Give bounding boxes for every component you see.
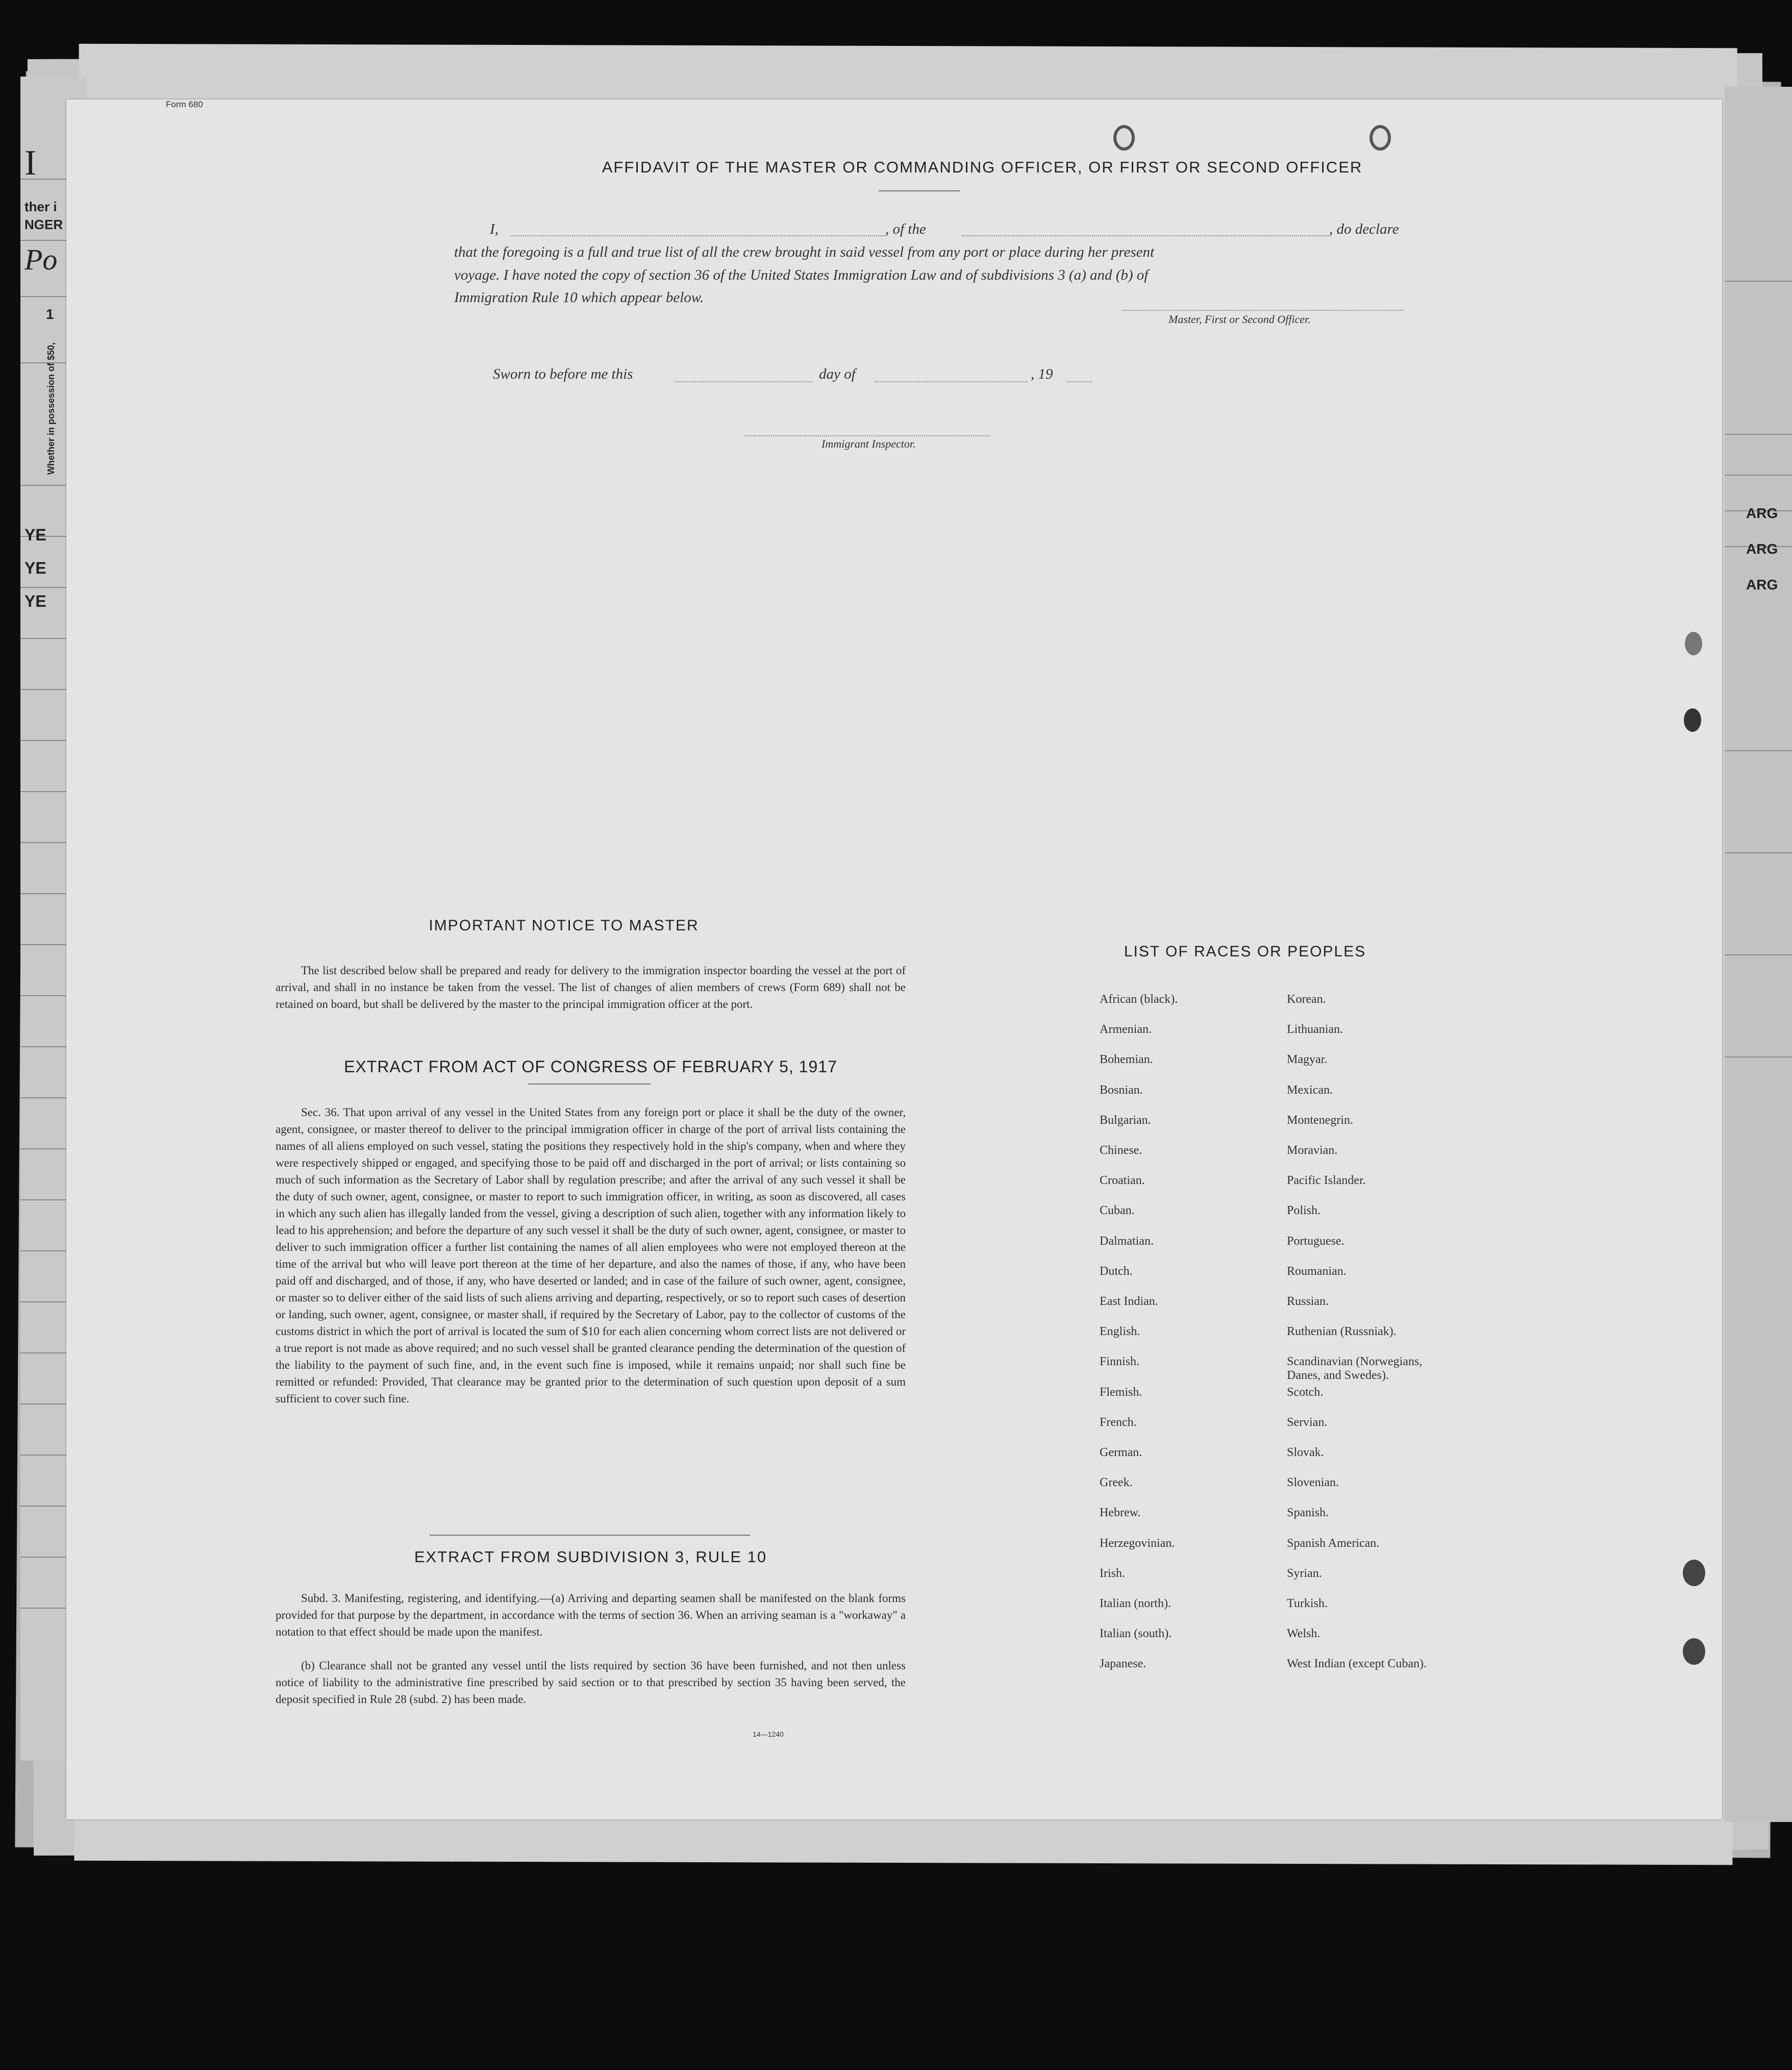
- race-item: Welsh.: [1287, 1627, 1321, 1641]
- of-the-label: , of the: [885, 221, 926, 237]
- fragment-text: YE: [24, 592, 46, 610]
- race-item: Lithuanian.: [1287, 1023, 1343, 1037]
- race-item: Herzegovinian.: [1100, 1536, 1175, 1550]
- binder-hole: [1685, 632, 1702, 655]
- notice-heading: IMPORTANT NOTICE TO MASTER: [429, 917, 699, 934]
- race-item: German.: [1100, 1446, 1142, 1459]
- race-item: Scotch.: [1287, 1385, 1324, 1399]
- race-item: Slovenian.: [1287, 1476, 1339, 1490]
- binder-hole: [1684, 708, 1701, 732]
- inspector-signature-line: [745, 435, 990, 436]
- race-item: Cuban.: [1100, 1204, 1135, 1218]
- form-number: Form 680: [166, 100, 203, 109]
- print-code: 14—1240: [753, 1730, 784, 1738]
- race-item: Turkish.: [1287, 1597, 1328, 1610]
- race-item: Servian.: [1287, 1415, 1328, 1429]
- day-of-label: day of: [819, 366, 856, 382]
- race-item: Ruthenian (Russniak).: [1287, 1325, 1397, 1339]
- race-item: Flemish.: [1100, 1385, 1142, 1399]
- fragment-text: I: [24, 143, 37, 183]
- rule-extract-para-b: (b) Clearance shall not be granted any vessel until the lists required by section 36 have been furnished, and not then unless notice of liability to the administrative fine prescribed by said section or to that prescribed by section 35 having been served, the deposit specified in Rule 28 (subd. 2) has been made.: [276, 1659, 906, 1706]
- affidavit-line-2: voyage. I have noted the copy of section 36 of the United States Immigration Law and of subdivisions 3 (a) and (b) of: [454, 267, 1149, 283]
- master-name-line: [510, 235, 885, 236]
- race-item: Korean.: [1287, 993, 1326, 1006]
- fragment-text: NGER: [24, 217, 63, 232]
- day-line: [675, 381, 812, 382]
- binder-hole: [1683, 1638, 1705, 1665]
- race-item: Russian.: [1287, 1295, 1329, 1308]
- act-extract-text: Sec. 36. That upon arrival of any vessel in the United States from any foreign port or place it shall be the duty of the owner, agent, consignee, or master thereof to deliver to the principal immigration officer in charge of the port of arrival lists containing the names of all aliens employed on such vessel, stating the positions they respectively hold in the ship's company, when and where they were respectively shipped or engaged, and specifying those to be paid off and discharged in the port of arrival; or lists containing so much of such information as the Secretary of Labor shall by regulation prescribe; and after the arrival of any such vessel it shall be the duty of such owner, agent, consignee, or master to report to such immigration officer, in writing, as soon as discovered, all cases in which any such alien has illegally landed from the vessel, giving a description of such alien, together with any information likely to lead to his apprehension; and before the departure of any such vessel it shall be the duty of such owner, agent, consignee, or master to deliver to such immigration officer a further list containing the names of all alien employees who were not employed thereon at the time of the arrival but who will leave port thereon at the time of her departure, and also the names of those, if any, who have been paid off and discharged, and of those, if any, who have deserted or landed; and in case of the failure of such owner, agent, consignee, or master so to deliver either of the said lists of such aliens arriving and departing, respectively, or so to report such cases of desertion or landing, such owner, agent, consignee, or master shall, if required by the Secretary of Labor, pay to the collector of customs of the customs district in which the port of arrival is located the sum of $10 for each alien concerning whom correct lists are not delivered or a true report is not made as above required; and no such vessel shall be granted clearance pending the determination of the question of the liability to the payment of such fine, and, in the event such fine is imposed, while it remains unpaid; nor shall such fine be remitted or refunded: Provided, That clearance may be granted prior to the determination of such question upon deposit of a sum sufficient to cover such fine.: [276, 1106, 906, 1405]
- affidavit-heading: AFFIDAVIT OF THE MASTER OR COMMANDING OFFICER, OR FIRST OR SECOND OFFICER: [602, 158, 1363, 176]
- race-item: French.: [1100, 1415, 1137, 1429]
- race-item: Slovak.: [1287, 1446, 1324, 1459]
- race-item: Italian (south).: [1100, 1627, 1172, 1641]
- fragment-text: ARG: [1746, 505, 1778, 521]
- do-declare-label: , do declare: [1329, 221, 1399, 237]
- race-item: Scandinavian (Norwegians, Danes, and Swedes).: [1287, 1355, 1423, 1383]
- race-item: Bohemian.: [1100, 1053, 1153, 1067]
- race-item: Spanish American.: [1287, 1536, 1380, 1550]
- inspector-caption: Immigrant Inspector.: [822, 437, 916, 450]
- race-item: Finnish.: [1100, 1355, 1140, 1369]
- race-item: Irish.: [1100, 1566, 1125, 1580]
- race-item: Spanish.: [1287, 1506, 1329, 1520]
- affidavit-i-label: I,: [490, 221, 499, 237]
- race-item: Montenegrin.: [1287, 1113, 1353, 1127]
- race-item: Chinese.: [1100, 1144, 1142, 1157]
- race-item: Mexican.: [1287, 1083, 1333, 1097]
- binder-hole: [1683, 1560, 1705, 1586]
- fragment-text: ther i: [24, 199, 57, 214]
- rule-extract-heading: EXTRACT FROM SUBDIVISION 3, RULE 10: [414, 1548, 767, 1566]
- races-heading: LIST OF RACES OR PEOPLES: [1124, 943, 1366, 960]
- fragment-text: ARG: [1746, 577, 1778, 593]
- race-item: Hebrew.: [1100, 1506, 1141, 1520]
- race-item: Dutch.: [1100, 1264, 1133, 1278]
- binder-hole: [1113, 125, 1135, 151]
- vessel-name-line: [962, 235, 1329, 236]
- race-item: Pacific Islander.: [1287, 1174, 1366, 1188]
- fragment-text: YE: [24, 559, 46, 577]
- race-item: Bulgarian.: [1100, 1113, 1151, 1127]
- race-item: Dalmatian.: [1100, 1234, 1154, 1248]
- affidavit-line-3: Immigration Rule 10 which appear below.: [454, 289, 704, 306]
- year-label: , 19: [1031, 366, 1053, 382]
- race-item: Roumanian.: [1287, 1264, 1347, 1278]
- affidavit-line-1: that the foregoing is a full and true list of all the crew brought in said vessel from any port or place during her present: [454, 244, 1155, 260]
- fragment-text: Po: [24, 243, 58, 276]
- race-item: Magyar.: [1287, 1053, 1328, 1067]
- race-item: Japanese.: [1100, 1657, 1147, 1671]
- race-item: Croatian.: [1100, 1174, 1145, 1188]
- fragment-text: 1: [46, 306, 54, 322]
- manifest-page: [66, 100, 1722, 1819]
- rule-extract-para-a: Subd. 3. Manifesting, registering, and identifying.—(a) Arriving and departing seamen shall be manifested on the blank forms provided for that purpose by the department, in accordance with the terms of section 36. When an arriving seaman is a "workaway" a notation to that effect should be made upon the manifest.: [276, 1592, 906, 1638]
- fragment-text: Whether in possession of $50,: [46, 342, 56, 475]
- signature-caption: Master, First or Second Officer.: [1168, 313, 1311, 326]
- race-item: Bosnian.: [1100, 1083, 1143, 1097]
- signature-line: [1123, 310, 1403, 311]
- notice-text: The list described below shall be prepared and ready for delivery to the immigration inspector boarding the vessel at the port of arrival, and shall in no instance be taken from the vessel. The list of changes of alien members of crews (Form 689) shall not be retained on board, but shall be delivered by the master to the principal immigration officer at the port.: [276, 964, 906, 1011]
- race-item: Polish.: [1287, 1204, 1321, 1218]
- race-item: Greek.: [1100, 1476, 1133, 1490]
- race-item: Portuguese.: [1287, 1234, 1345, 1248]
- race-item: Armenian.: [1100, 1023, 1152, 1037]
- race-item: African (black).: [1100, 993, 1178, 1006]
- race-item: English.: [1100, 1325, 1140, 1339]
- race-item: Syrian.: [1287, 1566, 1322, 1580]
- month-line: [875, 381, 1028, 382]
- fragment-text: ARG: [1746, 541, 1778, 557]
- year-line: [1066, 381, 1092, 382]
- race-item: Moravian.: [1287, 1144, 1338, 1157]
- race-item: Italian (north).: [1100, 1597, 1171, 1610]
- act-extract-heading: EXTRACT FROM ACT OF CONGRESS OF FEBRUARY 5, 1917: [344, 1057, 837, 1076]
- sworn-label: Sworn to before me this: [493, 366, 633, 382]
- right-ledger-fragment: [1725, 87, 1792, 1822]
- binder-hole: [1370, 125, 1391, 151]
- race-item: West Indian (except Cuban).: [1287, 1657, 1427, 1671]
- race-item: East Indian.: [1100, 1295, 1158, 1308]
- fragment-text: YE: [24, 526, 46, 544]
